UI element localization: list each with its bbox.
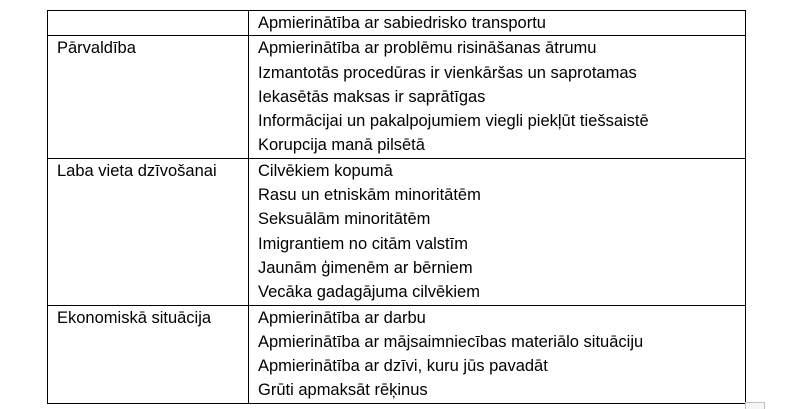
list-item: Iekasētās maksas ir saprātīgas	[258, 87, 486, 106]
list-item: Apmierinātība ar mājsaimniecības materiālo situāciju	[258, 332, 644, 351]
list-item: Apmierinātība ar dzīvi, kuru jūs pavadāt	[258, 357, 548, 376]
table-row	[48, 158, 746, 305]
table-row	[48, 11, 746, 36]
category-cell	[48, 36, 249, 158]
list-item: Korupcija manā pilsētā	[258, 136, 425, 155]
items-cell	[249, 36, 746, 158]
category-cell	[48, 11, 249, 36]
list-item: Imigrantiem no citām valstīm	[258, 234, 468, 253]
list-item: Vecāka gadagājuma cilvēkiem	[258, 283, 480, 302]
table-row	[48, 36, 746, 158]
list-item: Apmierinātība ar problēmu risināšanas ātrumu	[258, 39, 597, 58]
list-item: Jaunām ģimenēm ar bērniem	[258, 258, 473, 277]
category-label: Laba vieta dzīvošanai	[57, 161, 217, 180]
list-item: Rasu un etniskām minoritātēm	[258, 186, 481, 205]
category-label: Pārvaldība	[57, 39, 136, 58]
list-item: Informācijai un pakalpojumiem viegli piekļūt tiešsaistē	[258, 112, 649, 131]
survey-indicators-table	[47, 10, 746, 404]
category-cell	[48, 305, 249, 403]
items-cell	[249, 158, 746, 305]
list-item: Apmierinātība ar darbu	[258, 308, 426, 327]
category-label: Ekonomiskā situācija	[57, 308, 212, 327]
list-item: Izmantotās procedūras ir vienkāršas un saprotamas	[258, 63, 637, 82]
list-item: Grūti apmaksāt rēķinus	[258, 381, 428, 400]
table-row	[48, 305, 746, 403]
category-cell	[48, 158, 249, 305]
list-item: Apmierinātība ar sabiedrisko transportu	[258, 14, 546, 32]
list-item: Seksuālām minoritātēm	[258, 210, 431, 229]
list-item: Cilvēkiem kopumā	[258, 161, 393, 180]
items-cell	[249, 305, 746, 403]
items-cell	[249, 11, 746, 36]
